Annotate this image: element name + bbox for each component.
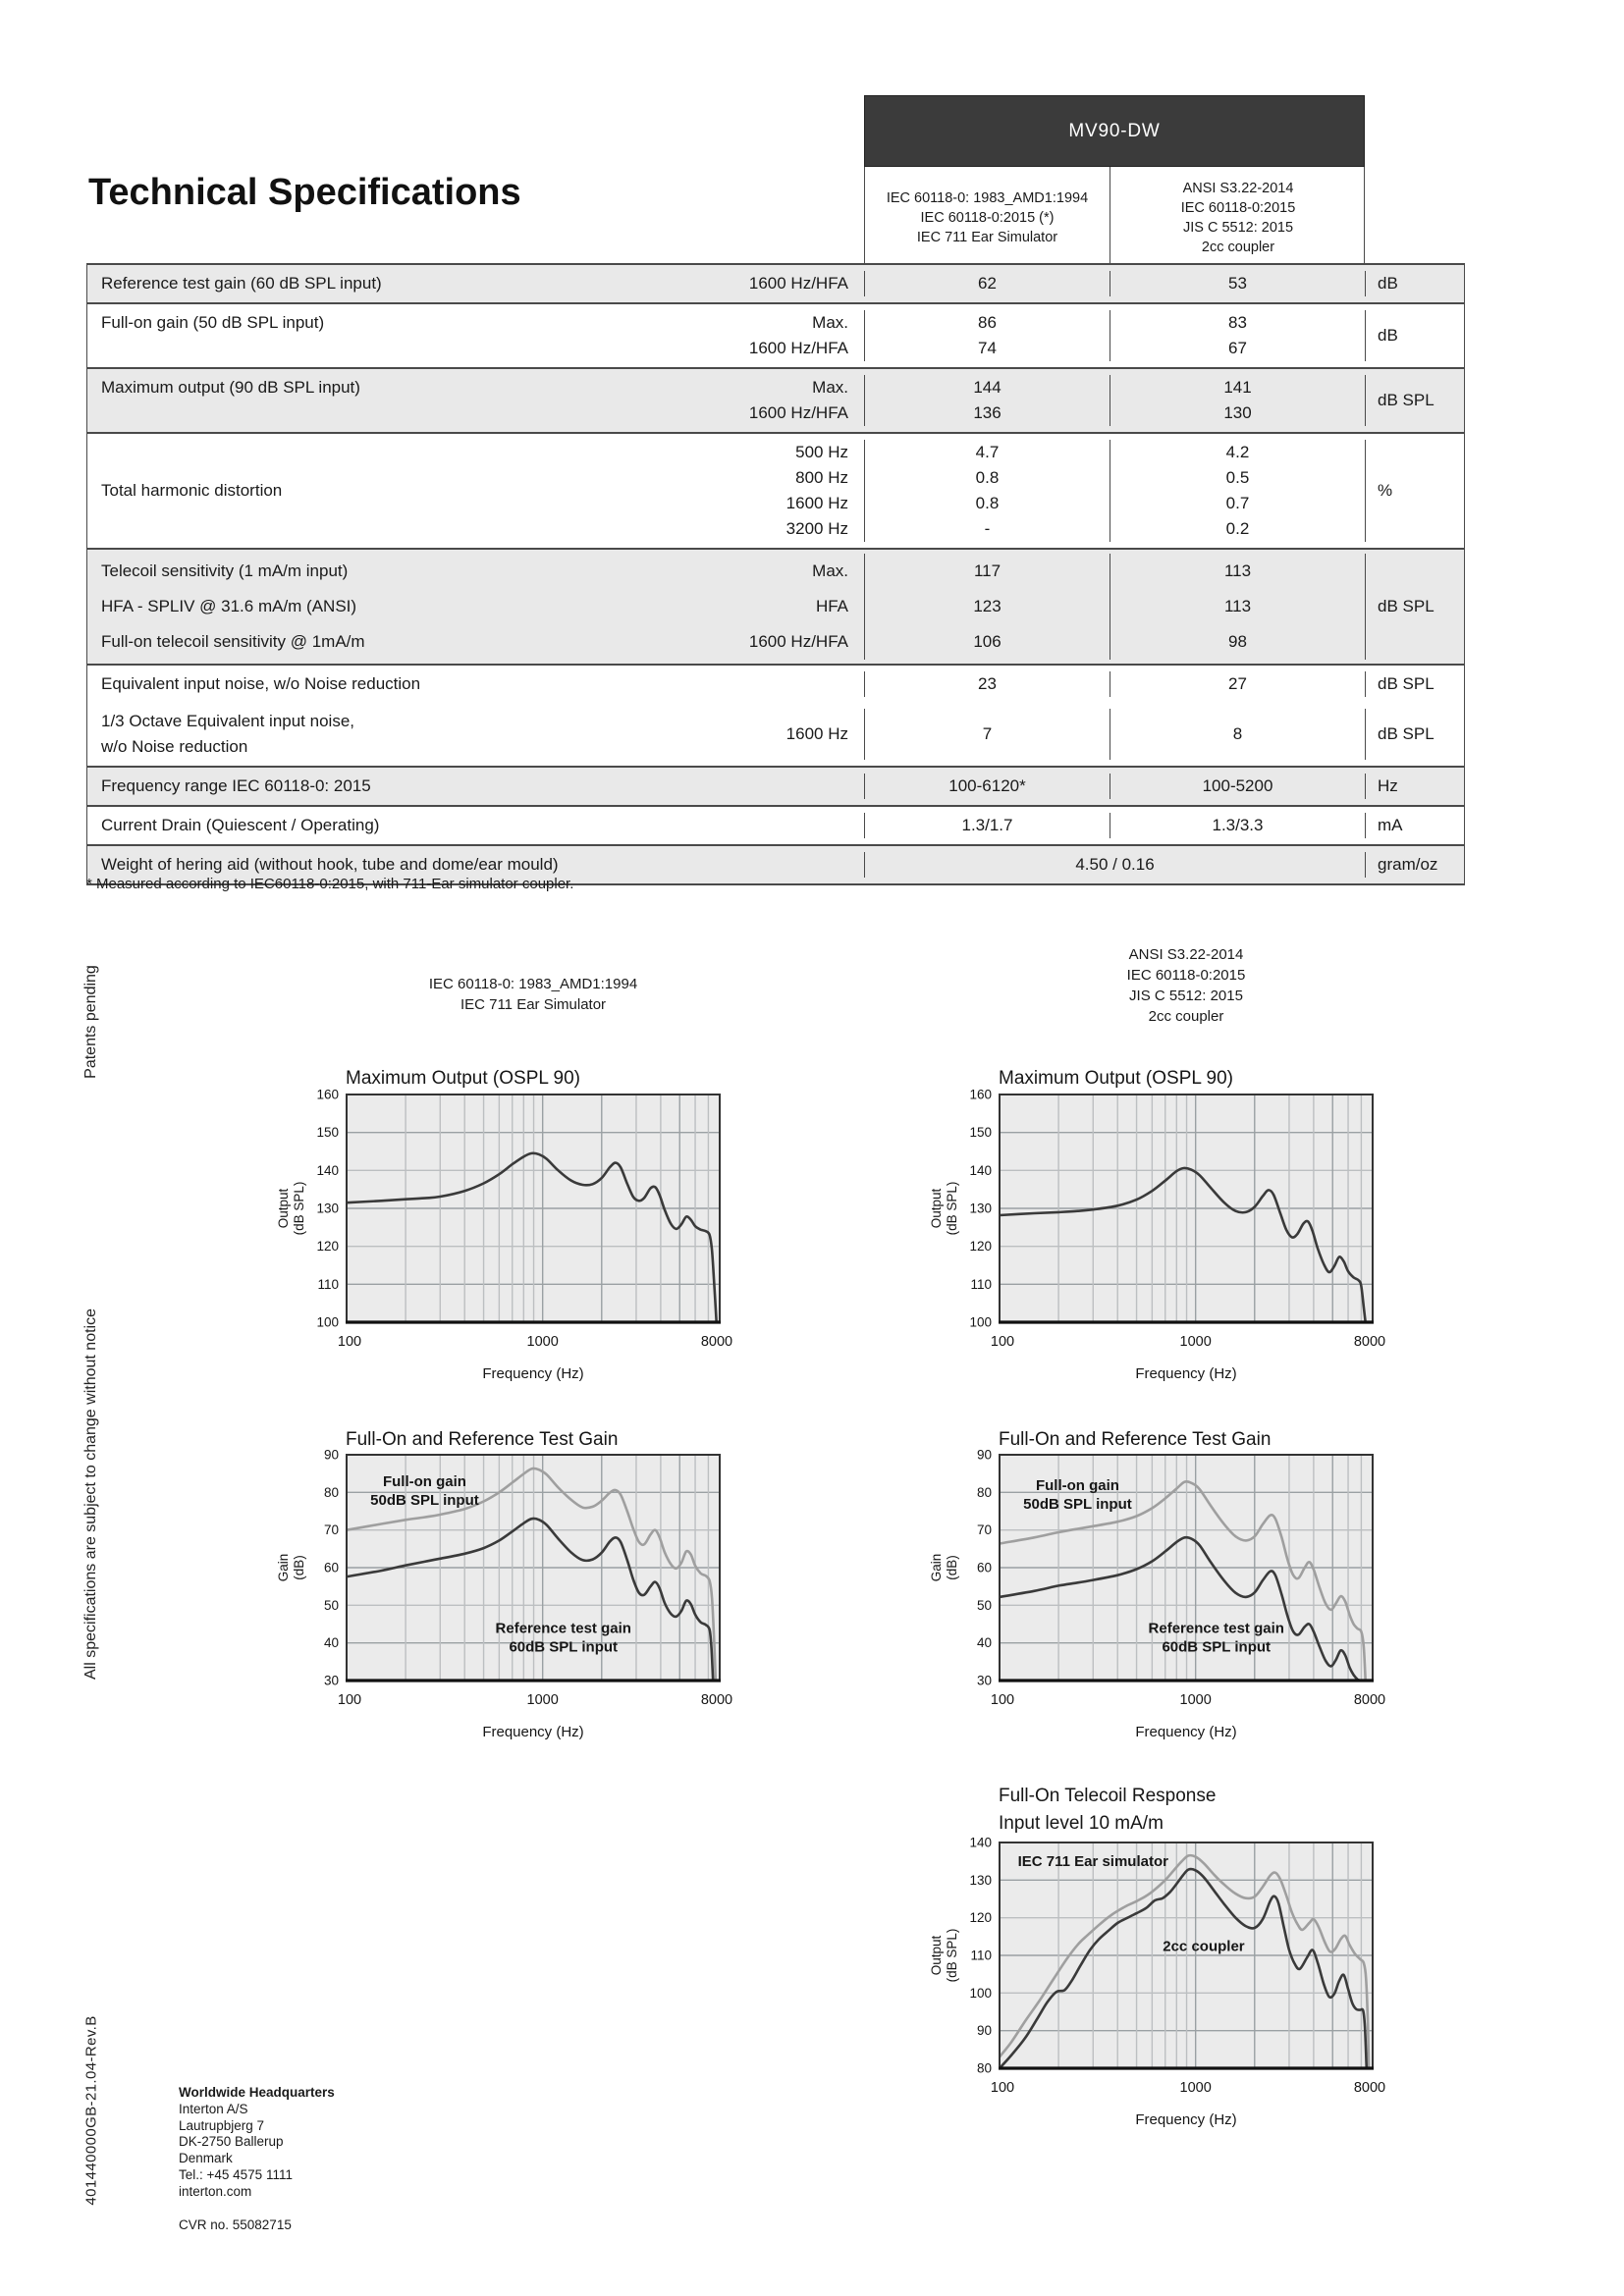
svg-text:60: 60 — [976, 1560, 992, 1575]
svg-text:110: 110 — [970, 1276, 992, 1292]
spec-condition-line: Max. — [812, 561, 848, 580]
svg-text:100: 100 — [316, 1314, 339, 1330]
standards-column-2 — [1110, 167, 1366, 269]
spec-label-line: Full-on gain (50 dB SPL input) — [101, 313, 325, 332]
svg-text:8000: 8000 — [1353, 2080, 1386, 2096]
svg-text:(dB SPL): (dB SPL) — [292, 1181, 306, 1236]
svg-text:80: 80 — [323, 1484, 339, 1500]
svg-text:Frequency (Hz): Frequency (Hz) — [1135, 1724, 1237, 1740]
standard-line: IEC 711 Ear Simulator — [460, 996, 607, 1013]
svg-text:150: 150 — [316, 1125, 339, 1141]
spec-value-line: 100-6120* — [948, 776, 1026, 795]
svg-text:8000: 8000 — [1353, 1334, 1386, 1350]
standard-line: ANSI S3.22-2014 — [1182, 181, 1294, 196]
spec-label-line: Equivalent input noise, w/o Noise reduction — [101, 674, 421, 693]
svg-text:100: 100 — [990, 2080, 1015, 2096]
svg-text:80: 80 — [976, 1484, 992, 1500]
spec-unit-line: dB SPL — [1378, 674, 1435, 693]
spec-condition — [588, 709, 865, 760]
standard-line: IEC 60118-0:2015 — [1126, 967, 1246, 984]
side-note-disclaimer: All specifications are subject to change without notice — [82, 1308, 99, 1680]
spec-value-span — [865, 852, 1366, 878]
table-header — [864, 95, 1365, 270]
spec-value-line: 4.2 — [1225, 443, 1250, 461]
spec-unit-line: gram/oz — [1378, 855, 1438, 874]
spec-unit — [1366, 852, 1464, 878]
spec-condition — [588, 310, 865, 361]
spec-value-col2 — [1110, 671, 1366, 697]
svg-text:Reference test gain: Reference test gain — [1148, 1620, 1284, 1637]
svg-text:1000: 1000 — [526, 1692, 559, 1708]
spec-value-line: 117 — [973, 561, 1001, 580]
svg-text:160: 160 — [969, 1087, 992, 1102]
spec-value-line: 113 — [1223, 597, 1252, 615]
svg-text:100: 100 — [969, 1314, 992, 1330]
document-number: 401440000GB-21.04-Rev.B — [82, 2015, 100, 2206]
spec-unit-line: dB SPL — [1378, 724, 1435, 743]
spec-condition — [588, 440, 865, 542]
svg-text:90: 90 — [323, 1447, 339, 1463]
spec-value-line: 27 — [1228, 674, 1247, 693]
spec-value-col1 — [865, 709, 1110, 760]
svg-text:40: 40 — [976, 1635, 992, 1651]
spec-condition — [588, 852, 865, 878]
svg-text:(dB SPL): (dB SPL) — [945, 1181, 959, 1236]
spec-unit-line: dB SPL — [1378, 597, 1435, 615]
spec-label-line: Weight of hering aid (without hook, tube and dome/ear mould) — [101, 855, 559, 874]
spec-label — [87, 774, 588, 799]
svg-text:140: 140 — [316, 1162, 339, 1178]
spec-value-line: 0.8 — [975, 468, 1000, 487]
svg-text:140: 140 — [969, 1835, 992, 1850]
spec-value-line: 4.7 — [975, 443, 1000, 461]
spec-value-col1 — [865, 310, 1110, 361]
spec-unit — [1366, 774, 1464, 799]
spec-value-col2 — [1110, 375, 1366, 426]
svg-text:30: 30 — [976, 1673, 992, 1688]
spec-condition-line: 3200 Hz — [785, 519, 848, 538]
spec-value-line: 53 — [1228, 274, 1247, 293]
spec-value-col2 — [1110, 774, 1366, 799]
spec-value-col2 — [1110, 813, 1366, 838]
footer-heading: Worldwide Headquarters — [179, 2085, 335, 2100]
spec-unit — [1366, 813, 1464, 838]
spec-label-line: Current Drain (Quiescent / Operating) — [101, 816, 380, 834]
spec-value-line: 141 — [1223, 378, 1252, 397]
spec-value-line: 0.5 — [1225, 468, 1250, 487]
spec-unit-line: dB — [1378, 274, 1398, 293]
table-row — [87, 548, 1464, 664]
chart-gain-2cc — [918, 1421, 1409, 1760]
chart-ospl90-iec711 — [265, 1060, 756, 1399]
spec-label-line: Frequency range IEC 60118-0: 2015 — [101, 776, 371, 795]
standards-column-1 — [865, 167, 1110, 269]
spec-value-line: 23 — [978, 674, 997, 693]
svg-text:8000: 8000 — [700, 1692, 733, 1708]
svg-text:40: 40 — [323, 1635, 339, 1651]
spec-value-col1 — [865, 813, 1110, 838]
svg-text:(dB SPL): (dB SPL) — [945, 1928, 959, 1983]
spec-value-line: 98 — [1228, 632, 1247, 651]
chart-gain-iec711 — [265, 1421, 756, 1760]
svg-text:Frequency (Hz): Frequency (Hz) — [1135, 2111, 1237, 2128]
svg-text:1000: 1000 — [526, 1334, 559, 1350]
spec-value-line: 83 — [1228, 313, 1247, 332]
spec-value-col2 — [1110, 310, 1366, 361]
spec-condition-line: 1600 Hz — [785, 724, 848, 743]
svg-text:60dB SPL input: 60dB SPL input — [1162, 1638, 1272, 1656]
footer-line: DK-2750 Ballerup — [179, 2134, 284, 2150]
gain-iec711-svg — [265, 1421, 756, 1760]
chart-column-header-ansi — [1000, 944, 1373, 1027]
spec-value-line: 123 — [973, 597, 1001, 615]
svg-text:Output: Output — [929, 1188, 944, 1229]
footer-cvr: CVR no. 55082715 — [179, 2216, 292, 2232]
spec-value-line: 67 — [1228, 339, 1247, 357]
spec-value-line: 74 — [978, 339, 997, 357]
spec-table — [86, 263, 1465, 885]
spec-value-line: 0.2 — [1225, 519, 1250, 538]
svg-text:Full-on gain: Full-on gain — [1035, 1476, 1119, 1494]
svg-text:150: 150 — [969, 1125, 992, 1141]
spec-value-line: - — [984, 519, 991, 538]
table-row — [87, 703, 1464, 766]
svg-text:1000: 1000 — [1179, 1334, 1212, 1350]
spec-value-col1 — [865, 440, 1110, 542]
svg-text:8000: 8000 — [1353, 1692, 1386, 1708]
svg-text:Input level 10 mA/m: Input level 10 mA/m — [999, 1813, 1164, 1834]
spec-condition-line: 1600 Hz/HFA — [748, 274, 848, 293]
svg-text:100: 100 — [990, 1334, 1015, 1350]
footer-address — [179, 2102, 335, 2201]
product-name: MV90-DW — [864, 95, 1365, 167]
standard-line: ANSI S3.22-2014 — [1128, 946, 1244, 963]
spec-value-line: 86 — [978, 313, 997, 332]
svg-text:(dB): (dB) — [292, 1555, 306, 1580]
spec-value-line: 144 — [973, 378, 1001, 397]
spec-value-line: 0.7 — [1225, 494, 1250, 512]
table-row — [87, 432, 1464, 548]
standard-line: IEC 60118-0:2015 (*) — [920, 210, 1055, 226]
svg-text:Output: Output — [929, 1935, 944, 1976]
spec-unit — [1366, 375, 1464, 426]
svg-text:IEC 711 Ear simulator: IEC 711 Ear simulator — [1017, 1853, 1168, 1871]
svg-text:130: 130 — [316, 1201, 339, 1216]
svg-text:Full-On and Reference Test Gai: Full-On and Reference Test Gain — [346, 1429, 619, 1450]
svg-text:Maximum Output (OSPL 90): Maximum Output (OSPL 90) — [999, 1068, 1233, 1089]
spec-label — [87, 271, 588, 296]
spec-unit — [1366, 554, 1464, 660]
table-row — [87, 766, 1464, 805]
svg-text:130: 130 — [969, 1201, 992, 1216]
svg-text:Frequency (Hz): Frequency (Hz) — [482, 1724, 584, 1740]
spec-unit — [1366, 271, 1464, 296]
spec-condition-line: 1600 Hz/HFA — [748, 403, 848, 422]
svg-text:30: 30 — [323, 1673, 339, 1688]
spec-condition — [588, 271, 865, 296]
spec-label-line: Full-on telecoil sensitivity @ 1mA/m — [101, 632, 365, 651]
chart-ospl90-2cc — [918, 1060, 1409, 1399]
spec-label — [87, 709, 588, 760]
svg-text:60: 60 — [323, 1560, 339, 1575]
svg-text:(dB): (dB) — [945, 1555, 959, 1580]
svg-text:50dB SPL input: 50dB SPL input — [370, 1491, 479, 1509]
standard-line: JIS C 5512: 2015 — [1129, 988, 1243, 1004]
footer-line: interton.com — [179, 2183, 252, 2199]
svg-text:110: 110 — [970, 1948, 992, 1963]
spec-label — [87, 852, 588, 878]
spec-label-line: w/o Noise reduction — [101, 737, 248, 756]
spec-value-line: 100-5200 — [1202, 776, 1273, 795]
spec-value-line: 136 — [973, 403, 1001, 422]
svg-text:Gain: Gain — [276, 1553, 291, 1582]
spec-value-col1 — [865, 271, 1110, 296]
spec-condition — [588, 554, 865, 660]
spec-label — [87, 554, 588, 660]
spec-value-col1 — [865, 375, 1110, 426]
chart-telecoil — [918, 1780, 1409, 2138]
spec-label-line: Reference test gain (60 dB SPL input) — [101, 274, 382, 293]
table-row — [87, 664, 1464, 703]
svg-text:50dB SPL input: 50dB SPL input — [1023, 1495, 1132, 1513]
spec-value-col2 — [1110, 554, 1366, 660]
spec-value-line: 1.3/1.7 — [961, 816, 1013, 834]
spec-value-col1 — [865, 774, 1110, 799]
svg-text:50: 50 — [976, 1597, 992, 1613]
spec-unit — [1366, 709, 1464, 760]
svg-text:Full-on gain: Full-on gain — [382, 1472, 466, 1490]
side-note-patents: Patents pending — [82, 965, 99, 1079]
footer-line: Tel.: +45 4575 1111 — [179, 2166, 293, 2182]
standard-line: IEC 60118-0:2015 — [1180, 200, 1296, 216]
spec-unit-line: dB SPL — [1378, 391, 1435, 409]
spec-value-col1 — [865, 671, 1110, 697]
spec-label-line: Maximum output (90 dB SPL input) — [101, 378, 360, 397]
spec-condition-line: Max. — [812, 378, 848, 397]
svg-text:Maximum Output (OSPL 90): Maximum Output (OSPL 90) — [346, 1068, 580, 1089]
svg-text:120: 120 — [969, 1239, 992, 1255]
svg-text:Full-On Telecoil Response: Full-On Telecoil Response — [999, 1786, 1217, 1806]
spec-condition-line: 1600 Hz/HFA — [748, 339, 848, 357]
footer-line: Lautrupbjerg 7 — [179, 2117, 265, 2133]
table-row — [87, 302, 1464, 367]
svg-text:8000: 8000 — [700, 1334, 733, 1350]
svg-text:1000: 1000 — [1179, 1692, 1212, 1708]
spec-label — [87, 310, 588, 361]
svg-text:Frequency (Hz): Frequency (Hz) — [1135, 1365, 1237, 1382]
svg-text:80: 80 — [976, 2060, 992, 2076]
ospl90-iec711-svg — [265, 1060, 756, 1399]
svg-text:Frequency (Hz): Frequency (Hz) — [482, 1365, 584, 1382]
chart-column-header-iec — [347, 974, 720, 1015]
spec-unit-line: Hz — [1378, 776, 1398, 795]
spec-value-col2 — [1110, 440, 1366, 542]
spec-value-line: 113 — [1223, 561, 1252, 580]
standard-line: 2cc coupler — [1148, 1008, 1224, 1025]
spec-condition-line: 800 Hz — [795, 468, 848, 487]
spec-label — [87, 813, 588, 838]
svg-text:100: 100 — [337, 1692, 362, 1708]
footnote: * Measured according to IEC60118-0:2015, with 711-Ear simulator coupler. — [86, 876, 574, 892]
svg-text:Output: Output — [276, 1188, 291, 1229]
ospl90-2cc-svg — [918, 1060, 1409, 1399]
svg-text:Full-On and Reference Test Gai: Full-On and Reference Test Gain — [999, 1429, 1272, 1450]
spec-label — [87, 375, 588, 426]
spec-value-line: 62 — [978, 274, 997, 293]
spec-condition — [588, 375, 865, 426]
spec-condition-line: Max. — [812, 313, 848, 332]
standards-subheader — [864, 167, 1365, 270]
telecoil-svg — [918, 1780, 1409, 2138]
svg-text:140: 140 — [969, 1162, 992, 1178]
svg-text:70: 70 — [323, 1522, 339, 1538]
spec-unit — [1366, 440, 1464, 542]
spec-condition — [588, 671, 865, 697]
svg-text:100: 100 — [969, 1985, 992, 2001]
svg-text:70: 70 — [976, 1522, 992, 1538]
spec-condition-line: 1600 Hz — [785, 494, 848, 512]
svg-text:Reference test gain: Reference test gain — [495, 1620, 631, 1637]
svg-text:2cc coupler: 2cc coupler — [1163, 1938, 1245, 1955]
footer-line: Interton A/S — [179, 2101, 248, 2116]
spec-label-line: HFA - SPLIV @ 31.6 mA/m (ANSI) — [101, 597, 357, 615]
spec-value-col1 — [865, 554, 1110, 660]
svg-text:130: 130 — [969, 1872, 992, 1888]
spec-condition — [588, 813, 865, 838]
svg-text:90: 90 — [976, 2023, 992, 2039]
spec-condition-line: 500 Hz — [795, 443, 848, 461]
svg-text:120: 120 — [316, 1239, 339, 1255]
svg-text:90: 90 — [976, 1447, 992, 1463]
svg-text:1000: 1000 — [1179, 2080, 1212, 2096]
spec-unit-line: mA — [1378, 816, 1403, 834]
spec-condition-line: HFA — [815, 597, 848, 615]
spec-label-line: 1/3 Octave Equivalent input noise, — [101, 712, 354, 730]
gain-2cc-svg — [918, 1421, 1409, 1760]
spec-value-line: 4.50 / 0.16 — [1075, 855, 1155, 874]
table-row — [87, 367, 1464, 432]
page-title: Technical Specifications — [88, 172, 521, 214]
spec-value-line: 1.3/3.3 — [1212, 816, 1264, 834]
table-row — [87, 805, 1464, 844]
svg-text:110: 110 — [317, 1276, 339, 1292]
svg-text:Gain: Gain — [929, 1553, 944, 1582]
svg-text:50: 50 — [323, 1597, 339, 1613]
spec-value-line: 8 — [1232, 724, 1243, 743]
spec-value-line: 106 — [973, 632, 1001, 651]
standard-line: IEC 60118-0: 1983_AMD1:1994 — [428, 976, 638, 992]
spec-label — [87, 671, 588, 697]
spec-unit-line: % — [1378, 481, 1393, 500]
spec-value-line: 0.8 — [975, 494, 1000, 512]
footer — [179, 2085, 335, 2233]
standard-line: JIS C 5512: 2015 — [1182, 220, 1294, 236]
svg-text:100: 100 — [990, 1692, 1015, 1708]
spec-value-col2 — [1110, 271, 1366, 296]
table-row — [87, 265, 1464, 302]
spec-value-line: 130 — [1223, 403, 1252, 422]
spec-label-line: Telecoil sensitivity (1 mA/m input) — [101, 561, 349, 580]
footer-line: Denmark — [179, 2151, 233, 2166]
spec-unit — [1366, 310, 1464, 361]
spec-value-col2 — [1110, 709, 1366, 760]
svg-text:160: 160 — [316, 1087, 339, 1102]
spec-unit-line: dB — [1378, 326, 1398, 345]
spec-condition — [588, 774, 865, 799]
spec-value-line: 7 — [982, 724, 993, 743]
spec-condition-line: 1600 Hz/HFA — [748, 632, 848, 651]
spec-unit — [1366, 671, 1464, 697]
spec-label — [87, 440, 588, 542]
standard-line: IEC 60118-0: 1983_AMD1:1994 — [886, 190, 1089, 206]
svg-text:100: 100 — [337, 1334, 362, 1350]
standard-line: 2cc coupler — [1201, 240, 1275, 255]
spec-label-line: Total harmonic distortion — [101, 481, 283, 500]
svg-text:120: 120 — [969, 1910, 992, 1926]
standard-line: IEC 711 Ear Simulator — [916, 230, 1058, 245]
svg-text:60dB SPL input: 60dB SPL input — [509, 1638, 619, 1656]
